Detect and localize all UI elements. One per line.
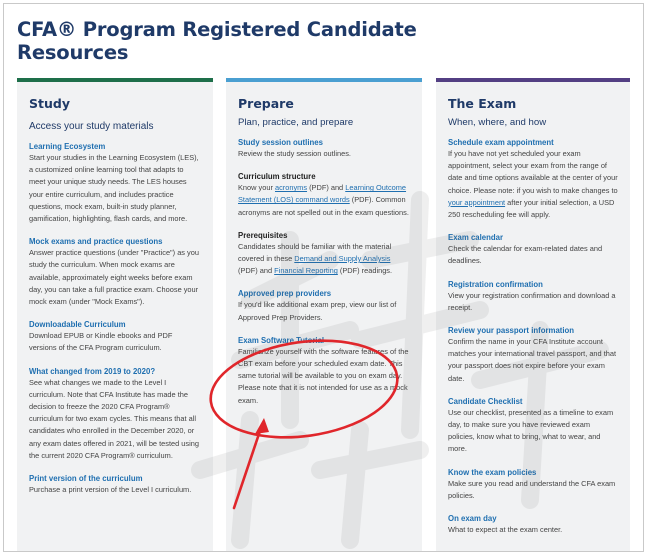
exam-item-schedule (448, 137, 618, 221)
prereq-text-3: (PDF) readings. (337, 266, 393, 276)
exam-item-policies (448, 467, 618, 502)
study-column (17, 78, 213, 552)
curriculum-text-1: Know your (238, 183, 275, 193)
review-passport-link[interactable]: Review your passport information (448, 326, 575, 336)
acronyms-link[interactable]: acronyms (274, 183, 308, 193)
curriculum-structure-desc (238, 182, 410, 219)
prereq-text-2: (PDF) and (238, 266, 275, 276)
study-item-learning-ecosystem (29, 141, 201, 225)
exam-software-tutorial-link[interactable]: Exam Software Tutorial (238, 335, 325, 345)
curriculum-structure-heading: Curriculum structure (238, 172, 316, 182)
approved-prep-providers-link[interactable]: Approved prep providers (238, 289, 332, 299)
exam-item-registration (448, 279, 618, 314)
schedule-exam-appointment-desc (448, 148, 618, 221)
study-item-mock-exams (29, 236, 201, 308)
exam-column (436, 78, 630, 552)
candidate-checklist-desc: Use our checklist, presented as a timeline to exam day, to make sure you have reviewed exam policies, know what to bring, what to wear, and more. (448, 407, 614, 454)
exam-item-checklist (448, 396, 618, 456)
prepare-item-session-outlines (238, 137, 410, 160)
prereq-text-1: Candidates should be familiar with the material covered in these (238, 241, 392, 264)
exam-item-passport (448, 325, 618, 385)
prepare-item-prerequisites (238, 230, 410, 278)
page-frame (3, 3, 644, 552)
study-item-what-changed (29, 366, 201, 462)
registration-confirmation-desc: View your registration confirmation and download a receipt. (448, 290, 616, 312)
prerequisites-desc (238, 241, 410, 278)
exam-item-calendar (448, 232, 618, 267)
exam-item-exam-day (448, 513, 618, 536)
print-version-link[interactable]: Print version of the curriculum (29, 474, 143, 484)
schedule-exam-appointment-link[interactable]: Schedule exam appointment (448, 138, 554, 147)
what-changed-link[interactable]: What changed from 2019 to 2020? (29, 366, 156, 376)
approved-prep-providers-desc: If you'd like additional exam prep, view our list of Approved Prep Providers. (238, 300, 397, 322)
on-exam-day-desc: What to expect at the exam center. (448, 525, 563, 535)
study-item-print-version (29, 473, 201, 496)
curriculum-text-3: (PDF). Common acronyms are not spelled out in the exam questions. (238, 195, 409, 217)
on-exam-day-link[interactable]: On exam day (448, 514, 497, 524)
page-title: CFA® Program Registered Candidate Resources (17, 18, 417, 64)
prepare-item-software-tutorial (238, 335, 410, 407)
study-heading: Study (29, 96, 70, 111)
your-appointment-link[interactable]: your appointment (448, 197, 506, 207)
review-passport-desc: Confirm the name in your CFA Institute account matches your international travel passport, and that your passport does not expire before your exam date. (448, 337, 617, 383)
exam-calendar-desc: Check the calendar for exam-related dates and deadlines. (448, 244, 603, 266)
print-version-desc: Purchase a print version of the Level I curriculum. (29, 485, 192, 495)
exam-software-tutorial-desc: Familiarize yourself with the software features of the CBT exam before your scheduled exam date. This same tutorial will be available to you on exam day. Please note that it is not intended for use as a mock exam. (238, 346, 409, 405)
prerequisites-heading: Prerequisites (238, 230, 288, 240)
exam-heading: The Exam (448, 96, 517, 111)
prepare-heading: Prepare (238, 96, 294, 111)
exam-policies-desc: Make sure you read and understand the CFA exam policies. (448, 478, 616, 500)
prepare-subheading: Plan, practice, and prepare (238, 117, 354, 128)
prepare-item-curriculum-structure (238, 171, 410, 219)
exam-policies-link[interactable]: Know the exam policies (448, 467, 537, 477)
downloadable-curriculum-link[interactable]: Downloadable Curriculum (29, 320, 126, 330)
study-session-outlines-desc: Review the study session outlines. (238, 149, 351, 158)
learning-ecosystem-link[interactable]: Learning Ecosystem (29, 142, 106, 151)
schedule-text-2: after your initial selection, a USD 250 rescheduling fee will apply. (448, 197, 615, 220)
financial-reporting-link[interactable]: Financial Reporting (274, 266, 338, 276)
what-changed-desc: See what changes we made to the Level I curriculum. Note that CFA Institute has made the decision to freeze the 2020 CFA Program® curriculum for two exam cycles. This means that all candidates who enrolled in the December 2020, or any exam dates offered in 2021, will be tested using the current 2020 CFA Program® curriculum. (29, 377, 199, 460)
exam-calendar-link[interactable]: Exam calendar (448, 233, 504, 243)
curriculum-text-2: (PDF) and (307, 183, 346, 193)
study-item-downloadable-curriculum (29, 319, 201, 354)
prepare-item-approved-providers (238, 288, 410, 323)
candidate-checklist-link[interactable]: Candidate Checklist (448, 396, 523, 406)
study-session-outlines-link[interactable]: Study session outlines (238, 138, 323, 147)
study-subheading: Access your study materials (29, 121, 154, 132)
mock-exams-desc: Answer practice questions (under "Practice") as you study the curriculum. When mock exams are available, approximately eight weeks before exam day, you can take a full practice exam. Choose your mock exam (under "Mock Exams"). (29, 248, 199, 307)
mock-exams-link[interactable]: Mock exams and practice questions (29, 237, 163, 247)
demand-supply-analysis-link[interactable]: Demand and Supply Analysis (294, 254, 391, 264)
los-command-words-link[interactable]: Learning Outcome Statement (LOS) command words (238, 183, 407, 205)
schedule-text-1: If you have not yet scheduled your exam appointment, select your exam from the range of date and time options available at the center of your choice. Please note: if you wish to make changes to (448, 149, 618, 195)
learning-ecosystem-desc: Start your studies in the Learning Ecosystem (LES), a customized online learning tool that adapts to meet your unique study needs. The LES houses your entire curriculum, and includes practice questions, mock exam, built-in study planner, gamification, highlighting, flash cards, and more. (29, 153, 199, 224)
prepare-column (226, 78, 422, 552)
registration-confirmation-link[interactable]: Registration confirmation (448, 279, 543, 289)
downloadable-curriculum-desc: Download EPUB or Kindle ebooks and PDF versions of the CFA Program curriculum. (29, 331, 173, 353)
exam-subheading: When, where, and how (448, 117, 547, 128)
